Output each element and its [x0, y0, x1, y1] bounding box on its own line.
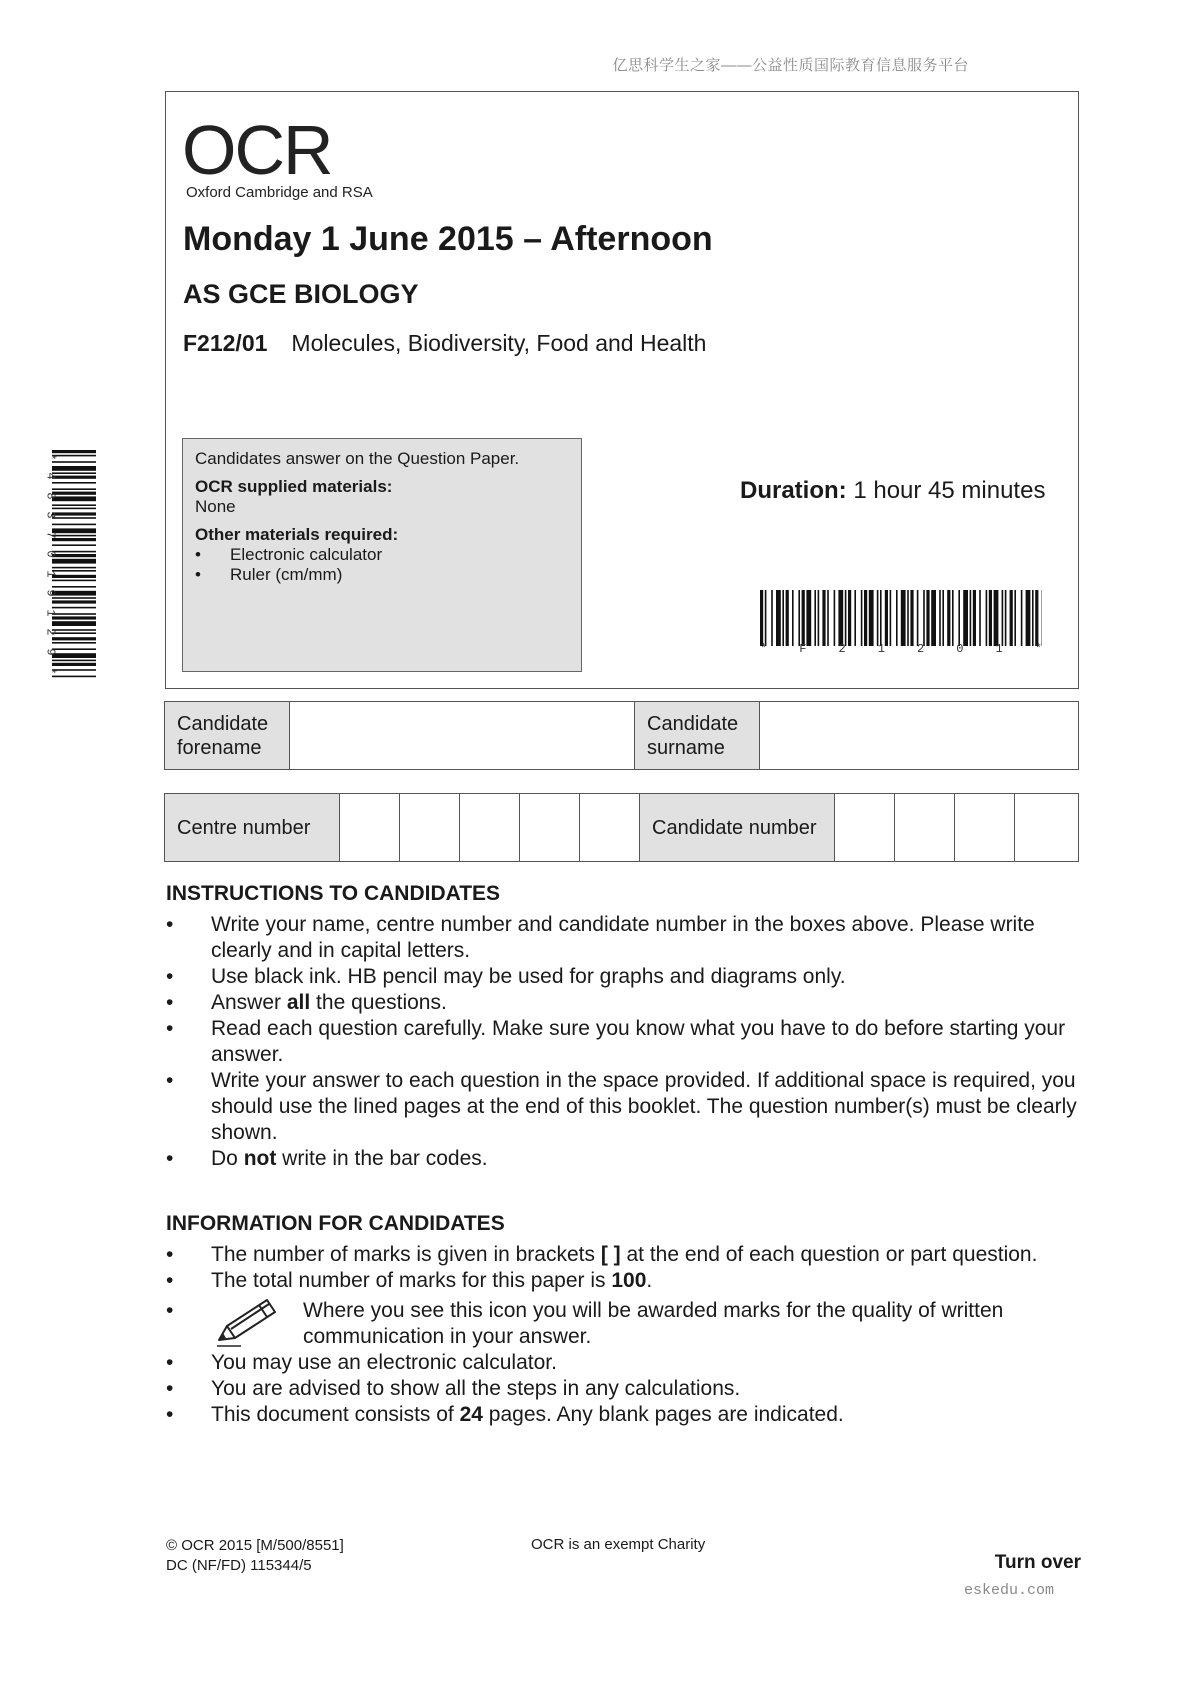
- information-item: • You may use an electronic calculator.: [166, 1350, 1086, 1376]
- barcode-char: 8: [43, 492, 58, 500]
- instructions-heading: INSTRUCTIONS TO CANDIDATES: [166, 882, 501, 905]
- barcode-char: *: [760, 642, 768, 656]
- barcode-bar: [52, 492, 96, 495]
- logo-subtitle: Oxford Cambridge and RSA: [186, 184, 373, 201]
- duration-value: 1 hour 45 minutes: [853, 477, 1046, 504]
- barcode-bar: [818, 590, 820, 646]
- barcode-bar: [52, 538, 96, 541]
- barcode-bar: [52, 517, 96, 519]
- barcode-bar: [52, 512, 96, 515]
- barcode-bar: [52, 642, 96, 644]
- barcode-bar: [760, 590, 763, 646]
- barcode-bar: [52, 482, 96, 484]
- barcode-bar: [771, 590, 773, 646]
- exam-code-line: [183, 330, 706, 357]
- watermark-text: 亿思科学生之家——公益性质国际教育信息服务平台: [612, 57, 969, 74]
- barcode-bar: [973, 590, 976, 646]
- barcode-bar: [880, 590, 882, 646]
- barcode-char: *: [43, 667, 58, 675]
- barcode-bar: [52, 504, 96, 506]
- barcode-bar: [1026, 590, 1031, 646]
- instruction-item: • Answer all the questions.: [166, 990, 1086, 1016]
- barcode-bar: [52, 597, 96, 599]
- required-item: • Ruler (cm/mm): [195, 565, 569, 585]
- barcode-char: 9: [43, 647, 58, 656]
- barcode-bar: [776, 590, 781, 646]
- instruction-item: • Use black ink. HB pencil may be used for graphs and diagrams only.: [166, 964, 1086, 990]
- instructions-list: [166, 912, 1086, 1172]
- barcode-bar: [52, 528, 96, 533]
- barcode-bar: [782, 590, 784, 646]
- exam-date: Monday 1 June 2015 – Afternoon: [183, 220, 713, 258]
- barcode-bar: [1002, 590, 1004, 646]
- barcode-bar: [52, 455, 96, 457]
- barcode-bar: [798, 590, 800, 646]
- barcode-bar: [907, 590, 909, 646]
- barcode-char: 1: [43, 609, 58, 617]
- barcode-bar: [970, 590, 972, 646]
- centre-number-box[interactable]: [340, 794, 400, 862]
- barcode-bar: [1021, 590, 1023, 646]
- barcode-bar: [52, 559, 96, 564]
- barcode-bar: [52, 613, 96, 615]
- centre-number-box[interactable]: [460, 794, 520, 862]
- barcode-bar: [986, 590, 988, 646]
- instruction-item: • Write your name, centre number and candidate number in the boxes above. Please write clearly and in capital letters.: [166, 912, 1086, 964]
- barcode-bar: [1035, 590, 1038, 646]
- barcode-bar: [52, 591, 96, 596]
- centre-number-box[interactable]: [580, 794, 640, 862]
- barcode-bar: [885, 590, 888, 646]
- barcode-bar: [942, 590, 944, 646]
- barcode-bar: [1005, 590, 1007, 646]
- barcode-char: 2: [43, 628, 58, 636]
- barcode-bar: [864, 590, 867, 646]
- barcode-bar: [786, 590, 789, 646]
- barcode-bar: [822, 590, 825, 646]
- barcode-bar: [861, 590, 863, 646]
- exam-subject: AS GCE BIOLOGY: [183, 279, 419, 309]
- barcode-char: F: [799, 642, 807, 656]
- barcode-bar: [765, 590, 767, 646]
- barcode-bar: [802, 590, 805, 646]
- barcode-bar: [877, 590, 879, 646]
- instruction-item: • Read each question carefully. Make sure you know what you have to do before starting your answer.: [166, 1016, 1086, 1068]
- forename-label: Candidate forename: [165, 702, 290, 770]
- barcode-bar: [52, 580, 96, 582]
- icon-note: • Where you see this icon you will be awarded marks for the quality of written communication in your answer.: [303, 1299, 1004, 1348]
- candidate-number-table: [164, 793, 1079, 862]
- barcode-char: 0: [956, 642, 964, 656]
- barcode-char: 1: [877, 642, 885, 656]
- information-heading: INFORMATION FOR CANDIDATES: [166, 1212, 505, 1235]
- barcode-bar: [952, 590, 954, 646]
- barcode-bar: [827, 590, 829, 646]
- barcode-bar: [1032, 590, 1034, 646]
- barcode-bar: [947, 590, 950, 646]
- information-item: • You are advised to show all the steps in any calculations.: [166, 1376, 1086, 1402]
- vertical-barcode-text: [44, 450, 58, 678]
- barcode-bar: [848, 590, 851, 646]
- vertical-barcode: [52, 450, 96, 678]
- barcode-bar: [52, 575, 96, 578]
- information-item: • The total number of marks for this paper is 100.: [166, 1268, 1086, 1294]
- barcode-bar: [52, 461, 96, 463]
- barcode-bar: [901, 590, 906, 646]
- barcode-bar: [963, 590, 968, 646]
- information-item: • The number of marks is given in brackets [ ] at the end of each question or part question.: [166, 1242, 1086, 1268]
- copyright: © OCR 2015 [M/500/8551]: [166, 1537, 344, 1554]
- barcode-bar: [52, 551, 96, 553]
- instruction-item: • Write your answer to each question in the space provided. If additional space is required, you should use the lined pages at the end of this booklet. The question number(s) must be clearly shown.: [166, 1068, 1086, 1146]
- barcode-bar: [845, 590, 847, 646]
- barcode-bar: [52, 496, 96, 501]
- instruction-item: • Do not write in the bar codes.: [166, 1146, 1086, 1172]
- ocr-logo: [182, 111, 373, 201]
- barcode-bar: [926, 590, 929, 646]
- barcode-bar: [896, 590, 898, 646]
- exam-code: F212/01: [183, 330, 268, 356]
- barcode-bar: [994, 590, 999, 646]
- barcode-char: 1: [995, 642, 1003, 656]
- barcode-bar: [52, 607, 96, 609]
- footer-left: [166, 1536, 344, 1576]
- horizontal-barcode-text: [760, 642, 1042, 656]
- candidate-number-box[interactable]: [835, 794, 895, 862]
- barcode-bar: [52, 476, 96, 479]
- pencil-icon: [211, 1296, 281, 1348]
- barcode-char: 2: [917, 642, 925, 656]
- doc-code: DC (NF/FD) 115344/5: [166, 1557, 312, 1574]
- materials-box: [182, 438, 582, 672]
- barcode-bar: [52, 663, 96, 666]
- information-item: [166, 1298, 1086, 1350]
- barcode-bar: [52, 632, 96, 634]
- barcode-bar: [52, 669, 96, 671]
- barcode-char: 0: [43, 550, 58, 558]
- horizontal-barcode: [760, 590, 1042, 646]
- barcode-bar: [52, 466, 96, 471]
- barcode-bar: [890, 590, 892, 646]
- information-item: • This document consists of 24 pages. Any blank pages are indicated.: [166, 1402, 1086, 1428]
- barcode-bar: [989, 590, 992, 646]
- barcode-bar: [52, 676, 96, 678]
- barcode-bar: [923, 590, 925, 646]
- barcode-bar: [869, 590, 874, 646]
- barcode-bar: [1010, 590, 1013, 646]
- barcode-bar: [792, 590, 794, 646]
- barcode-bar: [52, 570, 96, 572]
- barcode-bar: [917, 590, 919, 646]
- candidate-number-box[interactable]: [895, 794, 955, 862]
- candidate-number-label: Candidate number: [640, 794, 835, 862]
- barcode-bar: [52, 450, 96, 453]
- logo-word: OCR: [182, 111, 332, 189]
- barcode-bar: [52, 653, 96, 658]
- barcode-bar: [979, 590, 981, 646]
- barcode-bar: [854, 590, 856, 646]
- barcode-bar: [52, 637, 96, 640]
- barcode-bar: [52, 629, 96, 631]
- barcode-bar: [52, 660, 96, 662]
- exam-title: Molecules, Biodiversity, Food and Health: [291, 330, 707, 356]
- barcode-bar: [939, 590, 941, 646]
- surname-input[interactable]: [760, 702, 1079, 770]
- barcode-char: 1: [43, 570, 58, 578]
- forename-input[interactable]: [290, 702, 635, 770]
- candidate-number-box[interactable]: [955, 794, 1015, 862]
- barcode-bar: [806, 590, 811, 646]
- barcode-char: *: [1034, 642, 1042, 656]
- duration-label: Duration:: [740, 477, 847, 504]
- barcode-bar: [52, 488, 96, 490]
- centre-number-box[interactable]: [400, 794, 460, 862]
- answer-note: Candidates answer on the Question Paper.: [195, 449, 520, 468]
- barcode-bar: [52, 554, 96, 557]
- barcode-char: *: [43, 453, 58, 461]
- barcode-bar: [52, 648, 96, 650]
- barcode-bar: [52, 535, 96, 537]
- barcode-char: 2: [838, 642, 846, 656]
- candidate-name-table: [164, 701, 1079, 770]
- barcode-bar: [52, 472, 96, 474]
- barcode-char: 7: [43, 531, 58, 539]
- barcode-bar: [52, 600, 96, 603]
- barcode-bar: [931, 590, 936, 646]
- surname-label: Candidate surname: [635, 702, 760, 770]
- barcode-bar: [52, 586, 96, 588]
- barcode-char: 4: [43, 472, 58, 481]
- barcode-bar: [838, 590, 843, 646]
- barcode-bar: [910, 590, 913, 646]
- barcode-char: 9: [43, 589, 58, 597]
- barcode-bar: [834, 590, 836, 646]
- centre-number-label: Centre number: [165, 794, 340, 862]
- barcode-bar: [52, 616, 96, 619]
- barcode-bar: [52, 544, 96, 546]
- centre-number-box[interactable]: [520, 794, 580, 862]
- turn-over: Turn over: [994, 1552, 1081, 1573]
- information-list: [166, 1242, 1086, 1428]
- supplied-value: None: [195, 497, 236, 516]
- required-item: • Electronic calculator: [195, 545, 569, 565]
- barcode-char: 3: [43, 511, 58, 519]
- barcode-bar: [52, 508, 96, 510]
- barcode-bar: [52, 621, 96, 626]
- charity-note: OCR is an exempt Charity: [531, 1536, 706, 1553]
- barcode-bar: [814, 590, 816, 646]
- required-list: [195, 545, 569, 585]
- supplied-heading: OCR supplied materials:: [195, 477, 393, 496]
- barcode-bar: [1014, 590, 1016, 646]
- barcode-bar: [52, 567, 96, 569]
- candidate-number-box[interactable]: [1015, 794, 1079, 862]
- barcode-bar: [958, 590, 960, 646]
- site-watermark: eskedu.com: [963, 1582, 1054, 1599]
- barcode-bar: [52, 524, 96, 526]
- required-heading: Other materials required:: [195, 525, 399, 544]
- duration: [740, 477, 1045, 505]
